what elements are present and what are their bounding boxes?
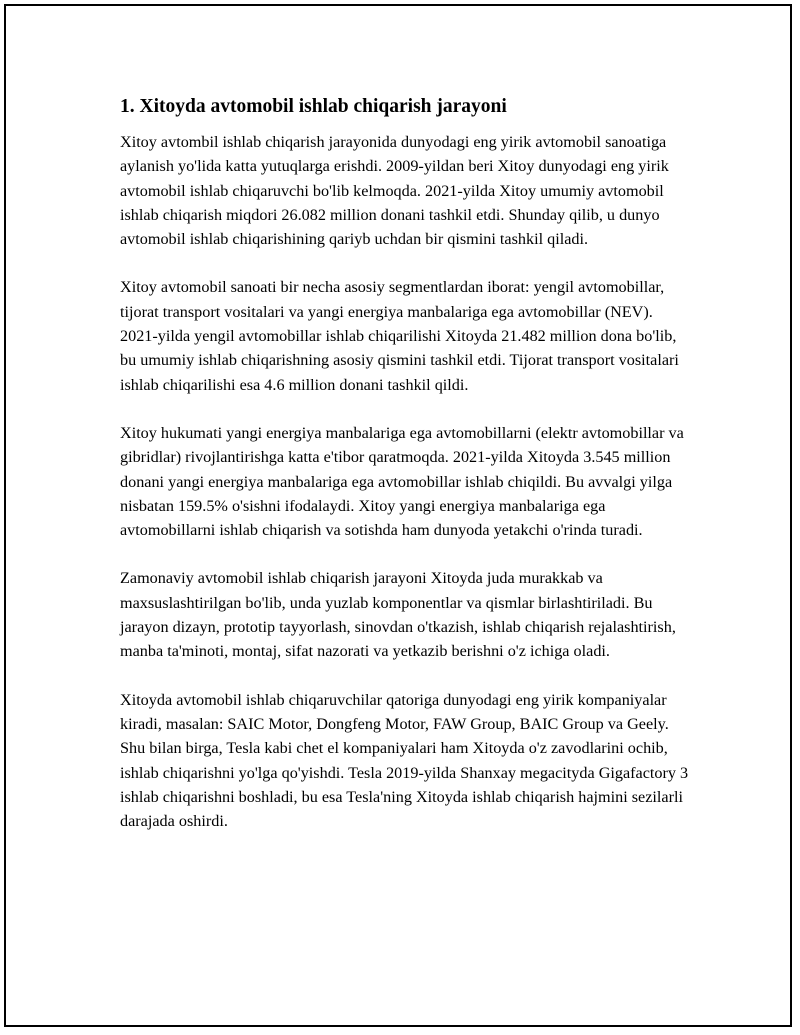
- section-heading: 1. Xitoyda avtomobil ishlab chiqarish jarayoni: [120, 96, 507, 117]
- paragraph-5: Xitoyda avtomobil ishlab chiqaruvchilar qatoriga dunyodagi eng yirik kompaniyalar kiradi, masalan: SAIC Motor, Dongfeng Motor, FAW Group, BAIC Group va Geely. Shu bilan birga, Tesla kabi chet el kompaniyalari ham Xitoyda o'z zavodlarini ochib, ishlab chiqarishni yo'lga qo'yishdi. Tesla 2019-yilda Shanxay megacityda Gigafactory 3 ishlab chiqarishni boshladi, bu esa Tesla'ning Xitoyda ishlab chiqarish hajmini sezilarli darajada oshirdi.: [120, 690, 689, 831]
- document-page: [4, 4, 792, 1027]
- document-body: [120, 94, 692, 857]
- paragraph-2: Xitoy avtomobil sanoati bir necha asosiy segmentlardan iborat: yengil avtomobillar, tijorat transport vositalari va yangi energiya manbalariga ega avtomobillar (NEV). 2021-yilda yengil avtomobillar ishlab chiqarilishi Xitoyda 21.482 million dona bo'lib, bu umumiy ishlab chiqarishning asosiy qismini tashkil etdi. Tijorat transport vositalari ishlab chiqarilishi esa 4.6 million donani tashkil qildi.: [120, 278, 679, 394]
- paragraph-3: Xitoy hukumati yangi energiya manbalariga ega avtomobillarni (elektr avtomobillar va gibridlar) rivojlantirishga katta e'tibor qaratmoqda. 2021-yilda Xitoyda 3.545 million donani yangi energiya manbalariga ega avtomobillar ishlab chiqildi. Bu avvalgi yilga nisbatan 159.5% o'sishni ifodalaydi. Xitoy yangi energiya manbalariga ega avtomobillarni ishlab chiqarish va sotishda ham dunyoda yetakchi o'rinda turadi.: [120, 423, 684, 540]
- paragraph-1: Xitoy avtombil ishlab chiqarish jarayonida dunyodagi eng yirik avtomobil sanoatiga aylanish yo'lida katta yutuqlarga erishdi. 2009-yildan beri Xitoy dunyodagi eng yirik avtomobil ishlab chiqaruvchi bo'lib kelmoqda. 2021-yilda Xitoy umumiy avtomobil ishlab chiqarish miqdori 26.082 million donani tashkil etdi. Shunday qilib, u dunyo avtomobil ishlab chiqarishining qariyb uchdan bir qismini tashkil qiladi.: [120, 133, 669, 249]
- paragraph-4: Zamonaviy avtomobil ishlab chiqarish jarayoni Xitoyda juda murakkab va maxsuslashtirilgan bo'lib, unda yuzlab komponentlar va qismlar birlashtiriladi. Bu jarayon dizayn, prototip tayyorlash, sinovdan o'tkazish, ishlab chiqarish rejalashtirish, manba ta'minoti, montaj, sifat nazorati va yetkazib berishni o'z ichiga oladi.: [120, 569, 676, 661]
